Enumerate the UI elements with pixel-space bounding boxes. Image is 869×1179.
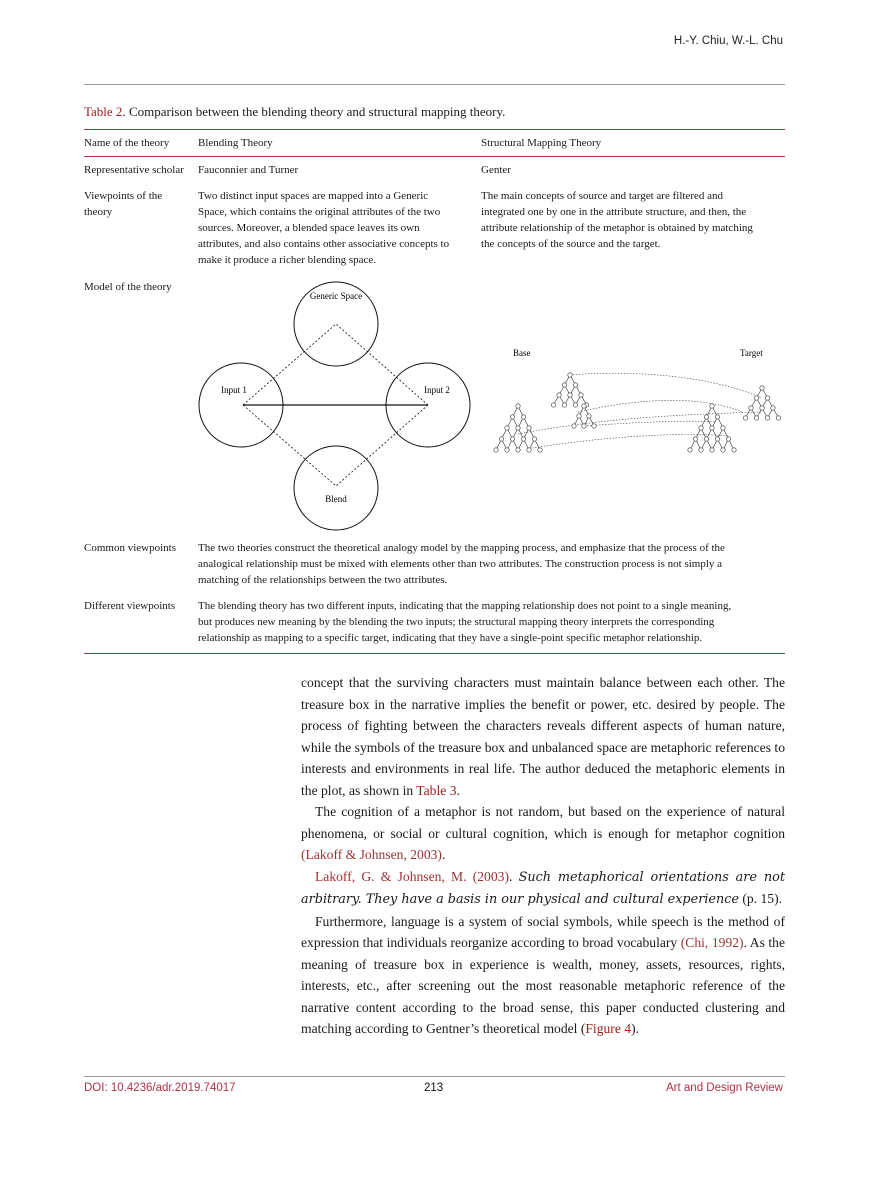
tree-node: [521, 437, 525, 441]
tree-node: [516, 448, 520, 452]
paragraph-text: . As the meaning of treasure box in experience is wealth, money, assets, resources, rights, interests, etc., after screening out the most reasonable metaphoric reference of the narrative content according to the broad sense, this paper conducted clustering and matching according to Gentner’s theoretical model (: [301, 935, 785, 1036]
tree-node: [765, 416, 769, 420]
row-viewpoints-label-line: theory: [84, 206, 113, 218]
paragraph: [301, 801, 785, 866]
text-line: The main concepts of source and target are filtered and: [481, 190, 723, 202]
tree-node: [776, 416, 780, 420]
generic-dashed-links: [243, 324, 428, 405]
tree-node: [510, 415, 514, 419]
tree-node: [749, 406, 753, 410]
tree-node: [704, 415, 708, 419]
tree-node: [710, 404, 714, 408]
text-line: Space, which contains the original attributes of the two: [198, 206, 441, 218]
row-scholar-structural: Genter: [481, 164, 511, 176]
blend-circle: [294, 446, 378, 530]
text-line: integrated one by one in the attribute structure, and then, the: [481, 206, 747, 218]
citation-lakoff[interactable]: (Lakoff & Johnsen, 2003): [301, 847, 442, 862]
body-text: [301, 672, 785, 1040]
row-common-text: [198, 540, 785, 588]
tree-node: [771, 406, 775, 410]
structural-mapping-diagram: [480, 340, 786, 464]
row-model-label: Model of the theory: [84, 281, 172, 293]
paragraph-text: .: [441, 847, 446, 862]
tree-node: [765, 396, 769, 400]
tree-node: [573, 383, 577, 387]
text-line: sources. Moreover, a blended space leaves its own: [198, 222, 420, 234]
target-label: Target: [740, 348, 763, 358]
base-label: Base: [513, 348, 531, 358]
running-header-authors: H.-Y. Chiu, W.-L. Chu: [673, 35, 783, 47]
tree-node: [688, 448, 692, 452]
paragraph-text: .: [508, 868, 519, 884]
mapping-dotted-arc: [584, 421, 716, 426]
tree-node: [699, 448, 703, 452]
citation-lakoff-quote[interactable]: Lakoff, G. & Johnsen, M. (2003): [315, 868, 509, 884]
tree-node: [715, 437, 719, 441]
text-line: relationship as mapping to a specific target, indicating that they have a single-point specific metaphor relationship.: [198, 632, 703, 644]
tree-node: [568, 393, 572, 397]
tree-node: [760, 406, 764, 410]
tree-node: [754, 396, 758, 400]
header-rule: [84, 84, 785, 85]
table-top-rule: [84, 129, 785, 130]
col-header-blending: Blending Theory: [198, 137, 273, 149]
mapping-dotted-arc: [578, 400, 742, 412]
figure4-link[interactable]: Figure 4: [585, 1021, 632, 1036]
tree-node: [699, 426, 703, 430]
footer-rule: [84, 1076, 785, 1077]
tree-node: [573, 403, 577, 407]
tree-node: [732, 448, 736, 452]
table3-link[interactable]: Table 3: [416, 782, 457, 798]
text-line: matching of the relationships between the two attributes.: [198, 574, 448, 586]
paragraph-text: ).: [631, 1021, 639, 1036]
italic-quote: Such metaphorical orientations are not arbitrary. They have a basis in our physical and cultural experience: [301, 869, 785, 907]
row-scholar-blending: Fauconnier and Turner: [198, 164, 299, 176]
mapping-dotted-arc: [532, 435, 728, 449]
tree-node: [494, 448, 498, 452]
row-different-text: [198, 598, 785, 646]
footer-doi[interactable]: DOI: 10.4236/adr.2019.74017: [84, 1082, 236, 1094]
tree-node: [510, 437, 514, 441]
text-line: attributes, and also contains other associative concepts to: [198, 238, 450, 250]
paragraph-text: .: [456, 782, 460, 798]
tree-node: [592, 424, 596, 428]
row-viewpoints-label-line: Viewpoints of the: [84, 190, 163, 202]
table-caption: [84, 104, 505, 120]
text-line: make it produce a richer blending space.: [198, 254, 377, 266]
col-header-structural: Structural Mapping Theory: [481, 137, 602, 149]
table-caption-label[interactable]: Table 2: [84, 104, 123, 119]
text-line: Two distinct input spaces are mapped into a Generic: [198, 190, 429, 202]
input1-label: Input 1: [221, 385, 247, 395]
tree-node: [587, 414, 591, 418]
tree-node: [577, 414, 581, 418]
paragraph: [301, 672, 785, 801]
tree-node: [582, 404, 586, 408]
tree-node: [754, 416, 758, 420]
tree-node: [721, 448, 725, 452]
row-viewpoints-label: [84, 188, 162, 220]
paragraph-text: Furthermore, language is a system of social symbols, while speech is the method of expression that individuals reorganize according to broad vocabulary: [301, 913, 785, 950]
tree-node: [579, 393, 583, 397]
text-line: The two theories construct the theoretical analogy model by the mapping process, and emphasize that the process of the: [198, 542, 725, 554]
text-line: but produces new meaning by the blending the two inputs; the structural mapping theory interprets the corresponding: [198, 616, 715, 628]
tree-node: [704, 437, 708, 441]
tree-node: [562, 403, 566, 407]
tree-node: [562, 383, 566, 387]
blend-label: Blend: [325, 494, 347, 504]
text-line: The blending theory has two different inputs, indicating that the mapping relationship does not point to a single meaning,: [198, 600, 732, 612]
row-viewpoints-structural: [481, 188, 785, 252]
tree-node: [527, 426, 531, 430]
quote-paragraph: [301, 866, 785, 911]
row-common-label: Common viewpoints: [84, 542, 176, 554]
relation-trees: [494, 373, 781, 452]
tree-node: [557, 393, 561, 397]
tree-node: [505, 448, 509, 452]
tree-node: [499, 437, 503, 441]
table-header-rule: [84, 156, 785, 157]
citation-chi[interactable]: (Chi, 1992): [680, 935, 744, 950]
tree-node: [516, 426, 520, 430]
mapping-dotted-arc: [570, 373, 762, 398]
paragraph-text: (p. 15).: [738, 891, 783, 906]
tree-node: [693, 437, 697, 441]
mapping-dotted-arc: [518, 412, 762, 434]
tree-node: [710, 426, 714, 430]
tree-node: [710, 448, 714, 452]
text-line: attribute relationship of the metaphor is obtained by matching: [481, 222, 753, 234]
tree-node: [743, 416, 747, 420]
col-header-name: Name of the theory: [84, 137, 170, 149]
row-scholar-label: Representative scholar: [84, 164, 184, 176]
paragraph-text: concept that the surviving characters must maintain balance between each other. The treasure box in the narrative implies the benefit or power, etc. desired by people. The process of fighting between the characters reveals different aspects of human nature, while the symbols of the treasure box and unbalanced space are metaphoric references to interests and environments in real life. The author deduced the metaphoric elements in the plot, as shown in: [301, 675, 785, 798]
tree-node: [721, 426, 725, 430]
row-different-label: Different viewpoints: [84, 600, 176, 612]
paragraph-text: The cognition of a metaphor is not random, but based on the experience of natural phenomena, or social or cultural cognition, which is enough for metaphor cognition: [301, 804, 785, 841]
tree-node: [532, 437, 536, 441]
text-line: the concepts of the source and the target.: [481, 238, 661, 250]
tree-node: [726, 437, 730, 441]
table-caption-text: . Comparison between the blending theory and structural mapping theory.: [122, 104, 506, 119]
tree-node: [551, 403, 555, 407]
tree-node: [568, 373, 572, 377]
generic-space-label: Generic Space: [309, 291, 363, 301]
tree-node: [715, 415, 719, 419]
footer-page-number: 213: [424, 1082, 444, 1094]
tree-node: [760, 386, 764, 390]
row-viewpoints-blending: [198, 188, 478, 268]
tree-node: [538, 448, 542, 452]
input2-label: Input 2: [424, 385, 450, 395]
table-bottom-rule: [84, 653, 785, 654]
footer-journal-name: Art and Design Review: [666, 1082, 783, 1094]
tree-node: [527, 448, 531, 452]
tree-node: [516, 404, 520, 408]
paragraph: [301, 911, 785, 1040]
tree-node: [505, 426, 509, 430]
tree-node: [521, 415, 525, 419]
tree-node: [582, 424, 586, 428]
tree-node: [572, 424, 576, 428]
text-line: analogical relationship must be mixed with elements other than two attributes. The construction process is not simply a: [198, 558, 723, 570]
blend-dashed-links: [243, 405, 428, 486]
blending-diagram: [196, 272, 476, 534]
